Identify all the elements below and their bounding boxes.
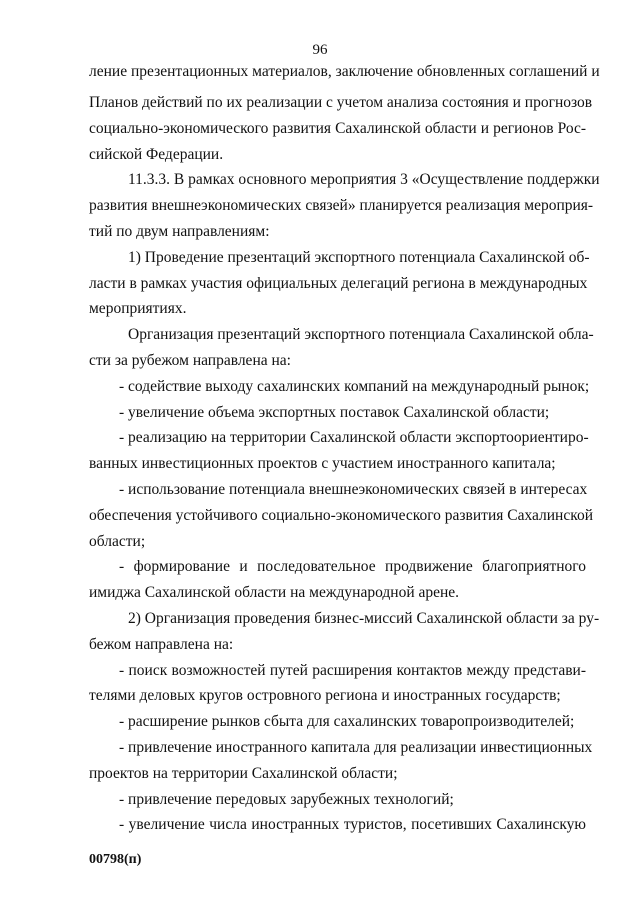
list-item: - использование потенциала внешнеэкономических связей в интересах bbox=[119, 481, 588, 498]
list-item: - реализацию на территории Сахалинской области экспортоориентиро- bbox=[119, 429, 589, 446]
document-code: 00798(п) bbox=[89, 852, 142, 867]
list-item: - расширение рынков сбыта для сахалинских товаропроизводителей; bbox=[119, 713, 575, 730]
text-line: тий по двум направлениям: bbox=[89, 223, 270, 240]
text-line: имиджа Сахалинской области на международной арене. bbox=[89, 584, 460, 601]
list-item: - привлечение иностранного капитала для реализации инвестиционных bbox=[119, 739, 593, 756]
text-line: мероприятиях. bbox=[89, 300, 187, 317]
text-line: 2) Организация проведения бизнес-миссий Сахалинской области за ру- bbox=[128, 610, 600, 627]
text-line: бежом направлена на: bbox=[89, 636, 234, 653]
text-line: ление презентационных материалов, заключение обновленных соглашений и bbox=[89, 63, 600, 80]
text-line: социально-экономического развития Сахалинской области и регионов Рос- bbox=[89, 120, 586, 137]
list-item: - формирование и последовательное продвижение благоприятного bbox=[119, 558, 586, 575]
text-line: Планов действий по их реализации с учетом анализа состояния и прогнозов bbox=[89, 94, 593, 111]
list-item: - привлечение передовых зарубежных технологий; bbox=[119, 791, 454, 808]
text-line: сийской Федерации. bbox=[89, 146, 224, 163]
list-item: - увеличение объема экспортных поставок Сахалинской области; bbox=[119, 404, 550, 421]
list-item: - поиск возможностей путей расширения контактов между представи- bbox=[119, 662, 586, 679]
list-item: - увеличение числа иностранных туристов, посетивших Сахалинскую bbox=[119, 816, 586, 833]
text-line: обеспечения устойчивого социально-экономического развития Сахалинской bbox=[89, 507, 594, 524]
text-line: 1) Проведение презентаций экспортного потенциала Сахалинской об- bbox=[128, 249, 590, 266]
text-line: 11.3.3. В рамках основного мероприятия 3 «Осуществление поддержки bbox=[128, 171, 600, 188]
text-line: ванных инвестиционных проектов с участием иностранного капитала; bbox=[89, 455, 556, 472]
text-line: сти за рубежом направлена на: bbox=[89, 352, 291, 369]
text-line: проектов на территории Сахалинской области; bbox=[89, 765, 398, 782]
text-line: телями деловых кругов островного региона и иностранных государств; bbox=[89, 687, 561, 704]
page-number: 96 bbox=[312, 42, 328, 58]
text-line: ласти в рамках участия официальных делегаций региона в международных bbox=[89, 275, 588, 292]
text-line: развития внешнеэкономических связей» планируется реализация мероприя- bbox=[89, 197, 594, 214]
text-line: Организация презентаций экспортного потенциала Сахалинской обла- bbox=[128, 326, 594, 343]
list-item: - содействие выходу сахалинских компаний на международный рынок; bbox=[119, 378, 590, 395]
text-line: области; bbox=[89, 533, 146, 550]
